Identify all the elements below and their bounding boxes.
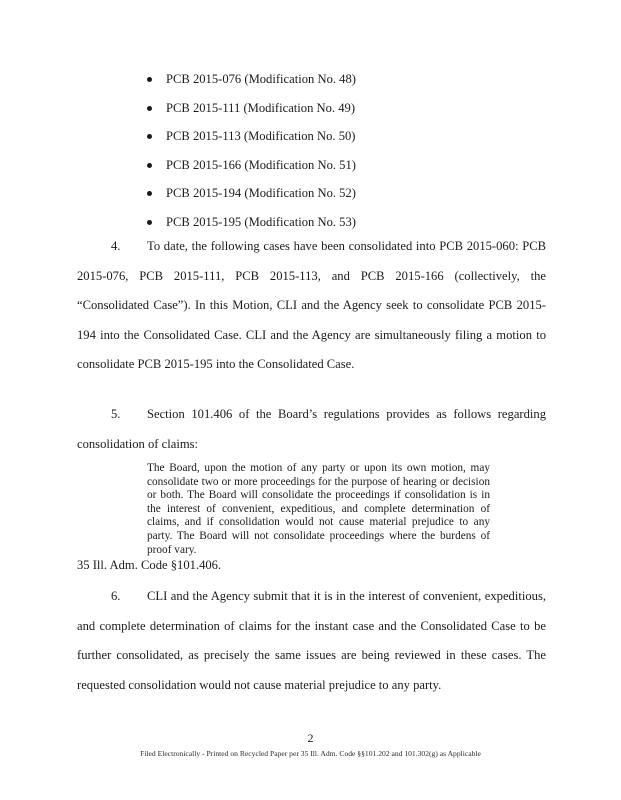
paragraph-text: To date, the following cases have been consolidated into PCB 2015-060: PCB 2015-076, PCB 2015-111, PCB 2015-113, and PCB 2015-166 (collectively, the “Consolidated Case”). In this Motion, CLI and the Agency seek to consolidate PCB 2015-194 into the Consolidated Case. CLI and the Agency are simultaneously filing a motion to consolidate PCB 2015-195 into the Consolidated Case.	[77, 239, 546, 371]
bullet-list	[147, 69, 356, 241]
paragraph-number: 5.	[111, 407, 121, 421]
list-item	[147, 183, 356, 212]
paragraph-5	[77, 400, 546, 459]
paragraph-number: 6.	[111, 589, 121, 603]
footer: Filed Electronically - Printed on Recycled Paper per 35 Ill. Adm. Code §§101.202 and 101.302(g) as Applicable	[140, 749, 481, 758]
paragraph-4	[77, 232, 546, 380]
paragraph-6	[77, 582, 546, 700]
list-item	[147, 69, 356, 98]
bullet-icon	[147, 191, 152, 196]
list-item	[147, 155, 356, 184]
list-item-text: PCB 2015-113 (Modification No. 50)	[166, 129, 356, 144]
bullet-icon	[147, 220, 152, 225]
list-item	[147, 98, 356, 127]
list-item-text: PCB 2015-195 (Modification No. 53)	[166, 214, 356, 229]
bullet-icon	[147, 106, 152, 111]
bullet-icon	[147, 134, 152, 139]
list-item-text: PCB 2015-194 (Modification No. 52)	[166, 186, 356, 201]
list-item-text: PCB 2015-076 (Modification No. 48)	[166, 72, 356, 86]
list-item-text: PCB 2015-166 (Modification No. 51)	[166, 157, 356, 172]
list-item-text: PCB 2015-111 (Modification No. 49)	[166, 100, 356, 115]
list-item	[147, 126, 356, 155]
bullet-icon	[147, 163, 152, 168]
page-number: 2	[307, 731, 314, 745]
citation: 35 Ill. Adm. Code §101.406.	[77, 558, 222, 572]
block-quote: The Board, upon the motion of any party or upon its own motion, may consolidate two or more proceedings for the purpose of hearing or decision or both. The Board will consolidate the proceedings if consolidation is in the interest of convenient, expeditious, and complete determination of claims, and if consolidation would not cause material prejudice to any party. The Board will not consolidate proceedings where the burdens of proof vary.	[147, 462, 490, 556]
paragraph-number: 4.	[111, 239, 121, 253]
paragraph-text: CLI and the Agency submit that it is in the interest of convenient, expeditious, and complete determination of claims for the instant case and the Consolidated Case to be further consolidated, as precisely the same issues are being reviewed in these cases. The requested consolidation would not cause material prejudice to any party.	[77, 589, 546, 692]
bullet-icon	[147, 77, 152, 82]
paragraph-text: Section 101.406 of the Board’s regulations provides as follows regarding consolidation of claims:	[77, 407, 546, 451]
